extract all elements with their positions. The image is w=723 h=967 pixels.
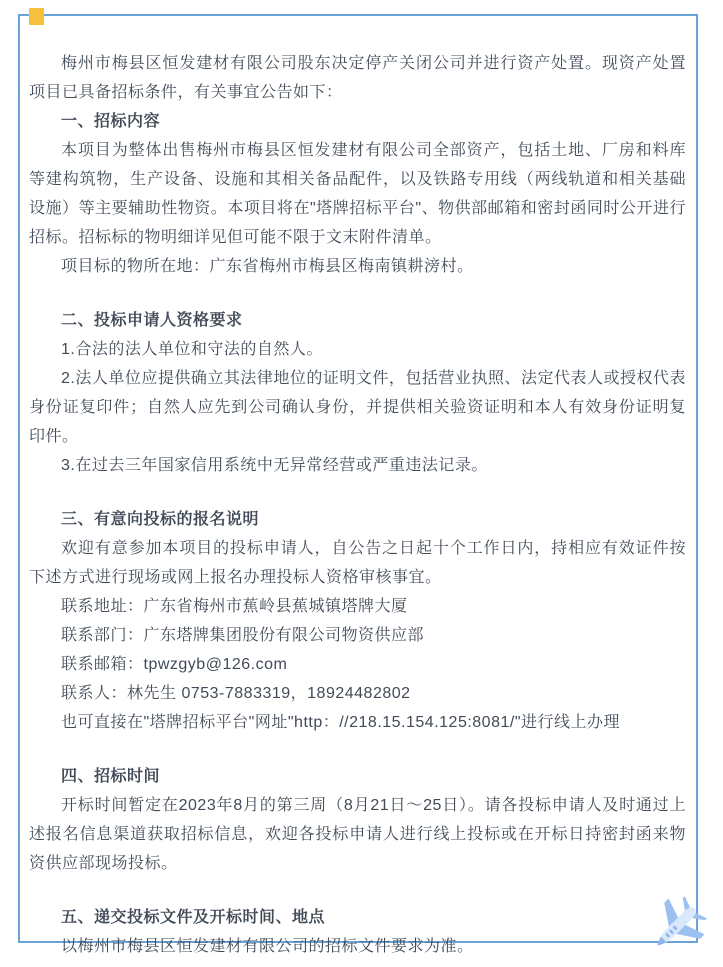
section — [29, 762, 686, 878]
section-paragraph: 欢迎有意参加本项目的投标申请人，自公告之日起十个工作日内，持相应有效证件按下述方式进行现场或网上报名办理投标人资格审核事宜。 — [29, 540, 686, 586]
section-heading: 一、招标内容 — [61, 113, 161, 130]
sections-container — [29, 107, 686, 961]
section-paragraph: 3.在过去三年国家信用系统中无异常经营或严重违法记录。 — [61, 457, 488, 474]
announcement-frame — [18, 14, 698, 955]
section-heading: 二、投标申请人资格要求 — [61, 312, 243, 329]
section-heading: 五、递交投标文件及开标时间、地点 — [61, 909, 326, 926]
section — [29, 107, 686, 281]
section-paragraph: 联系邮箱：tpwzgyb@126.com — [61, 656, 288, 673]
section-paragraph: 也可直接在"塔牌招标平台"网址"http：//218.15.154.125:8081/"进行线上办理 — [61, 714, 621, 731]
section-heading: 三、有意向投标的报名说明 — [61, 511, 260, 528]
section — [29, 306, 686, 480]
section — [29, 505, 686, 737]
section-paragraph: 本项目为整体出售梅州市梅县区恒发建材有限公司全部资产，包括土地、厂房和料库等建构筑物，生产设备、设施和其相关备品配件，以及铁路专用线（两线轨道和相关基础设施）等主要辅助性物资。本项目将在"塔牌招标平台"、物供部邮箱和密封函同时公开进行招标。招标标的物明细详见但可能不限于文末附件清单。 — [29, 142, 686, 246]
section-paragraph: 开标时间暂定在2023年8月的第三周（8月21日～25日）。请各投标申请人及时通过上述报名信息渠道获取招标信息，欢迎各投标申请人进行线上投标或在开标日持密封函来物资供应部现场投标。 — [29, 797, 686, 872]
section-paragraph: 1.合法的法人单位和守法的自然人。 — [61, 341, 323, 358]
corner-accent-square-icon — [29, 8, 44, 25]
section — [29, 903, 686, 961]
section-paragraph: 联系地址：广东省梅州市蕉岭县蕉城镇塔牌大厦 — [61, 598, 408, 615]
intro-paragraph: 梅州市梅县区恒发建材有限公司股东决定停产关闭公司并进行资产处置。现资产处置项目已具备招标条件，有关事宜公告如下： — [29, 55, 686, 101]
section-paragraph: 联系部门：广东塔牌集团股份有限公司物资供应部 — [61, 627, 425, 644]
section-heading: 四、招标时间 — [61, 768, 161, 785]
section-paragraph: 以梅州市梅县区恒发建材有限公司的招标文件要求为准。 — [61, 938, 474, 955]
section-paragraph: 联系人：林先生 0753-7883319，18924482802 — [61, 685, 411, 702]
section-paragraph: 2.法人单位应提供确立其法律地位的证明文件，包括营业执照、法定代表人或授权代表身份证复印件；自然人应先到公司确认身份，并提供相关验资证明和本人有效身份证明复印件。 — [29, 370, 686, 445]
section-paragraph: 项目标的物所在地：广东省梅州市梅县区梅南镇耕滂村。 — [61, 258, 474, 275]
